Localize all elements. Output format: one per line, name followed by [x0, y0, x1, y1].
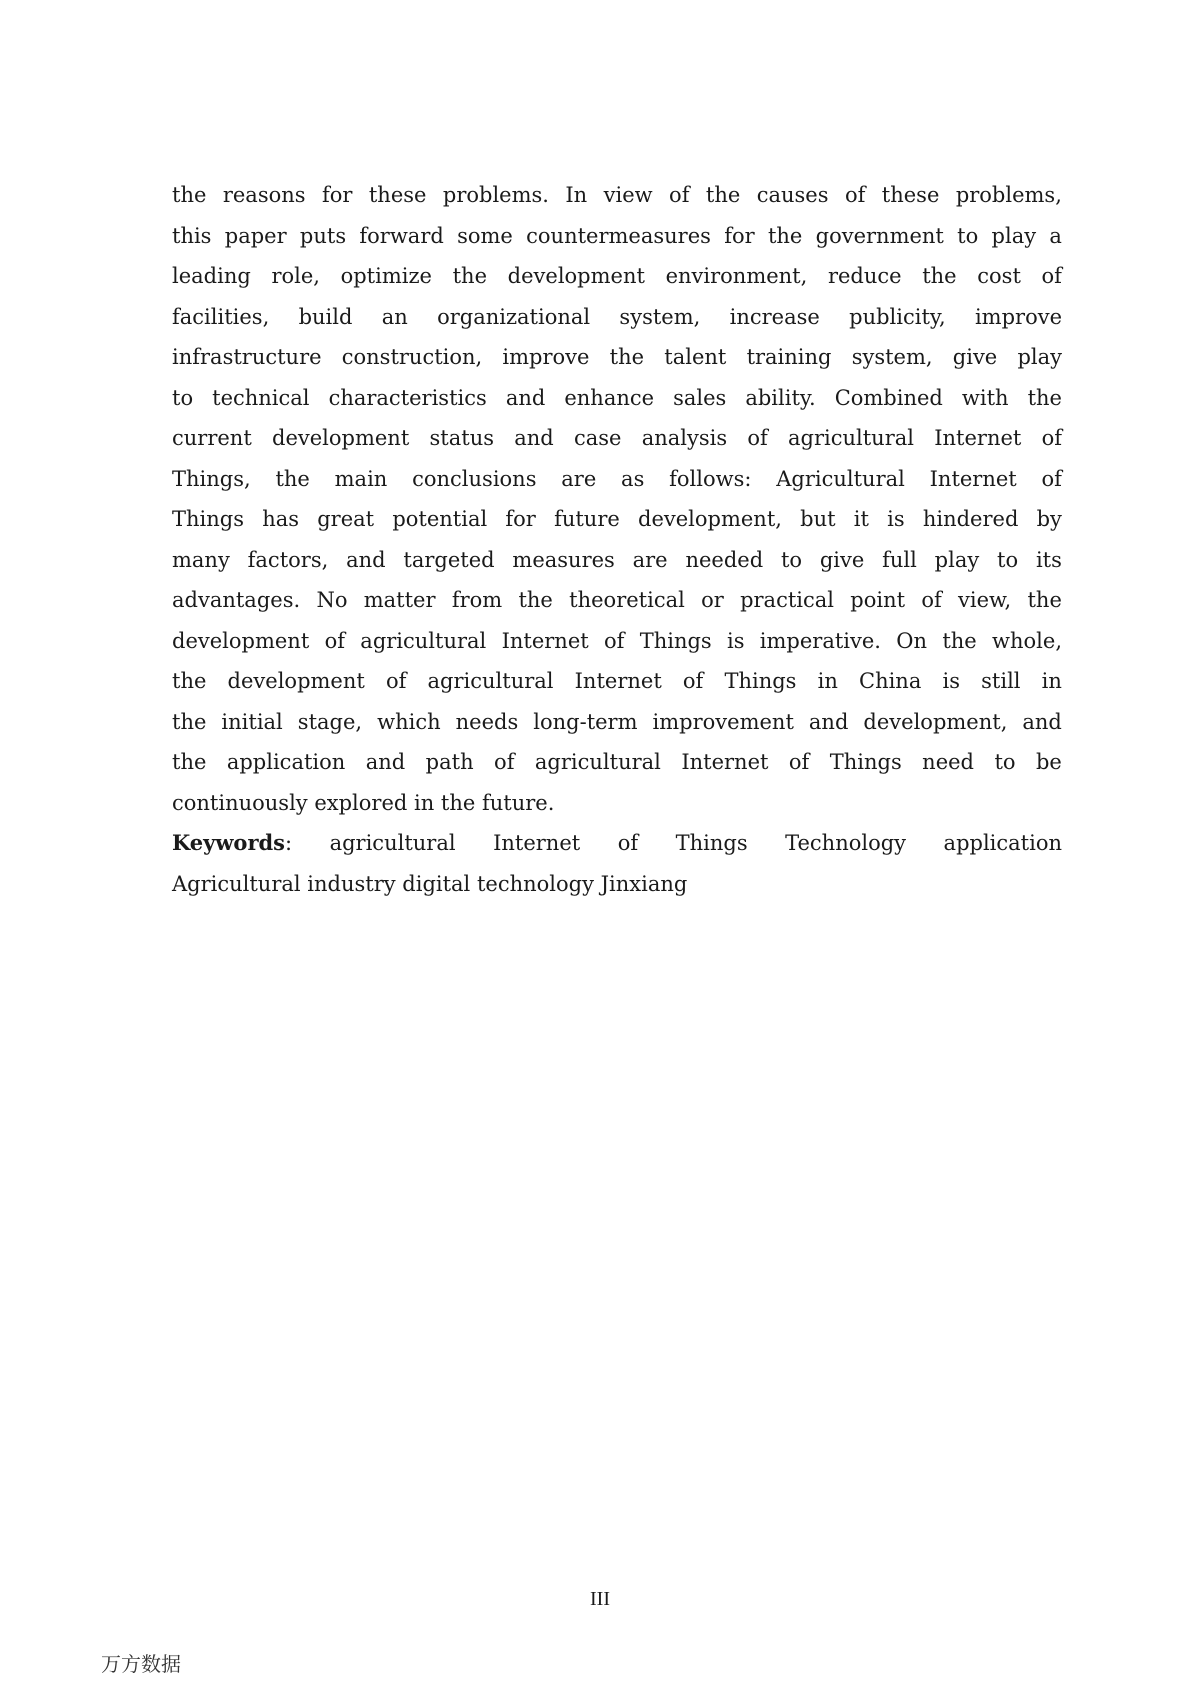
- keywords-separator: :: [285, 831, 293, 855]
- abstract-line: infrastructure construction, improve the talent training system, give play: [172, 345, 1062, 369]
- abstract-line: facilities, build an organizational system, increase publicity, improve: [172, 304, 1062, 329]
- abstract-line: continuously explored in the future.: [172, 790, 555, 815]
- abstract-line: this paper puts forward some countermeasures for the government to play a: [172, 223, 1062, 248]
- abstract-line: Things has great potential for future development, but it is hindered by: [172, 507, 1062, 531]
- abstract-line: leading role, optimize the development environment, reduce the cost of: [172, 264, 1062, 288]
- keywords-line2: Agricultural industry digital technology Jinxiang: [172, 871, 688, 896]
- abstract-line: the application and path of agricultural Internet of Things need to be: [172, 750, 1062, 774]
- abstract-line: the development of agricultural Internet of Things in China is still in: [172, 669, 1062, 693]
- keywords-label: Keywords: [172, 830, 286, 855]
- abstract-line: the reasons for these problems. In view of the causes of these problems,: [172, 183, 1062, 207]
- abstract-body: [172, 175, 1062, 904]
- abstract-line: the initial stage, which needs long-term improvement and development, and: [172, 709, 1062, 734]
- abstract-line: development of agricultural Internet of Things is imperative. On the whole,: [172, 628, 1062, 653]
- abstract-line: advantages. No matter from the theoretical or practical point of view, the: [172, 588, 1062, 612]
- abstract-line: to technical characteristics and enhance sales ability. Combined with the: [172, 385, 1062, 410]
- page-number: III: [590, 1588, 610, 1610]
- keywords-line-2: [172, 864, 1062, 905]
- keywords-line: Keywords: agricultural Internet of Things Technology application: [172, 823, 1062, 864]
- abstract-line: many factors, and targeted measures are needed to give full play to its: [172, 547, 1062, 572]
- keywords-lead: [172, 823, 292, 864]
- watermark-text: 万方数据: [101, 1652, 181, 1676]
- abstract-line: current development status and case analysis of agricultural Internet of: [172, 426, 1062, 450]
- abstract-line: Things, the main conclusions are as follows: Agricultural Internet of: [172, 466, 1062, 491]
